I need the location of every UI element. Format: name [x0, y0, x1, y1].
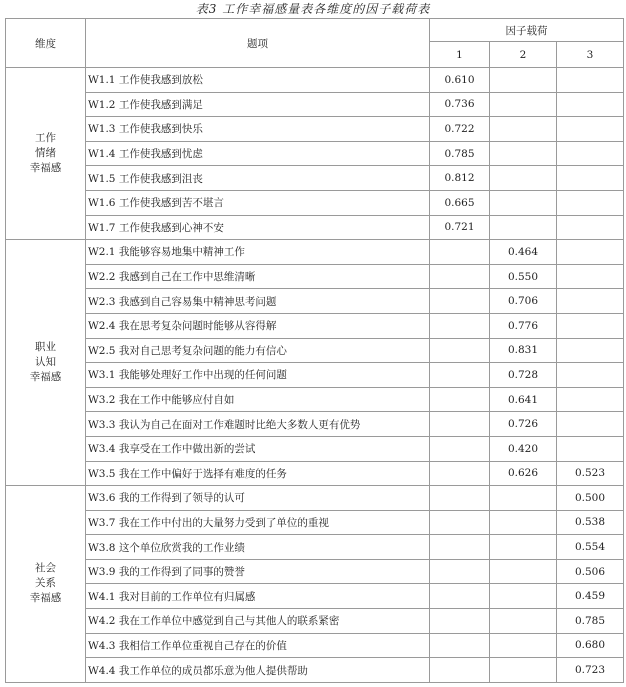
item-text: W2.1 我能够容易地集中精神工作 [86, 240, 430, 265]
item-text: W2.5 我对自己思考复杂问题的能力有信心 [86, 338, 430, 363]
loading-value-factor-3 [557, 92, 624, 117]
loading-value-factor-2 [490, 117, 557, 142]
loading-value-factor-2 [490, 658, 557, 683]
item-text: W3.5 我在工作中偏好于选择有难度的任务 [86, 461, 430, 486]
loading-value-factor-3 [557, 190, 624, 215]
loading-value-factor-2 [490, 559, 557, 584]
header-factor-1: 1 [430, 42, 490, 68]
factor-loading-table [5, 18, 624, 683]
loading-value-factor-1: 0.610 [430, 68, 490, 93]
loading-value-factor-1 [430, 338, 490, 363]
table-row [6, 68, 624, 93]
dimension-label [6, 486, 86, 683]
loading-value-factor-2 [490, 609, 557, 634]
table-caption: 表3 工作幸福感量表各维度的因子载荷表 [195, 2, 431, 16]
loading-value-factor-2 [490, 141, 557, 166]
loading-value-factor-2: 0.831 [490, 338, 557, 363]
loading-value-factor-2: 0.420 [490, 436, 557, 461]
loading-value-factor-2 [490, 190, 557, 215]
table-row [6, 190, 624, 215]
loading-value-factor-3: 0.680 [557, 633, 624, 658]
loading-value-factor-2 [490, 215, 557, 240]
table-row [6, 363, 624, 388]
loading-value-factor-1 [430, 559, 490, 584]
loading-value-factor-3 [557, 264, 624, 289]
loading-value-factor-3 [557, 436, 624, 461]
table-row [6, 240, 624, 265]
item-text: W3.4 我享受在工作中做出新的尝试 [86, 436, 430, 461]
loading-value-factor-2: 0.550 [490, 264, 557, 289]
loading-value-factor-1 [430, 633, 490, 658]
item-text: W4.1 我对目前的工作单位有归属感 [86, 584, 430, 609]
table-row [6, 609, 624, 634]
item-text: W1.7 工作使我感到心神不安 [86, 215, 430, 240]
dimension-label-line: 情绪 [35, 147, 56, 160]
loading-value-factor-3: 0.459 [557, 584, 624, 609]
loading-value-factor-1 [430, 461, 490, 486]
dimension-label-line: 认知 [35, 356, 56, 369]
loading-value-factor-3 [557, 141, 624, 166]
table-row [6, 92, 624, 117]
table-row [6, 264, 624, 289]
table-row [6, 412, 624, 437]
table-row [6, 559, 624, 584]
item-text: W1.6 工作使我感到苦不堪言 [86, 190, 430, 215]
loading-value-factor-3 [557, 338, 624, 363]
loading-value-factor-3 [557, 240, 624, 265]
table-row [6, 633, 624, 658]
loading-value-factor-2: 0.626 [490, 461, 557, 486]
dimension-label-line: 幸福感 [29, 592, 62, 605]
loading-value-factor-1 [430, 436, 490, 461]
item-text: W2.2 我感到自己在工作中思维清晰 [86, 264, 430, 289]
table-row [6, 166, 624, 191]
loading-value-factor-2 [490, 584, 557, 609]
item-text: W1.3 工作使我感到快乐 [86, 117, 430, 142]
loading-value-factor-3: 0.500 [557, 486, 624, 511]
loading-value-factor-2 [490, 486, 557, 511]
table-row [6, 117, 624, 142]
item-text: W4.4 我工作单位的成员都乐意为他人提供帮助 [86, 658, 430, 683]
loading-value-factor-1 [430, 510, 490, 535]
item-text: W4.2 我在工作单位中感觉到自己与其他人的联系紧密 [86, 609, 430, 634]
loading-value-factor-3 [557, 215, 624, 240]
table-row [6, 461, 624, 486]
table-row [6, 436, 624, 461]
item-text: W3.7 我在工作中付出的大量努力受到了单位的重视 [86, 510, 430, 535]
table-row [6, 215, 624, 240]
table-row [6, 289, 624, 314]
loading-value-factor-2: 0.641 [490, 387, 557, 412]
loading-value-factor-1: 0.812 [430, 166, 490, 191]
dimension-label-line: 社会 [35, 562, 56, 575]
dimension-label [6, 240, 86, 486]
loading-value-factor-1 [430, 240, 490, 265]
loading-value-factor-3: 0.785 [557, 609, 624, 634]
loading-value-factor-1 [430, 535, 490, 560]
loading-value-factor-1: 0.721 [430, 215, 490, 240]
table-row [6, 584, 624, 609]
loading-value-factor-1 [430, 486, 490, 511]
item-text: W3.8 这个单位欣赏我的工作业绩 [86, 535, 430, 560]
loading-value-factor-2: 0.706 [490, 289, 557, 314]
table-row [6, 510, 624, 535]
header-factor-loading: 因子载荷 [430, 19, 624, 42]
loading-value-factor-3 [557, 289, 624, 314]
item-text: W3.1 我能够处理好工作中出现的任何问题 [86, 363, 430, 388]
loading-value-factor-1: 0.665 [430, 190, 490, 215]
item-text: W3.9 我的工作得到了同事的赞誉 [86, 559, 430, 584]
dimension-label [6, 68, 86, 240]
item-text: W3.3 我认为自己在面对工作难题时比绝大多数人更有优势 [86, 412, 430, 437]
item-text: W1.4 工作使我感到忧虑 [86, 141, 430, 166]
item-text: W2.4 我在思考复杂问题时能够从容得解 [86, 313, 430, 338]
loading-value-factor-2: 0.728 [490, 363, 557, 388]
item-text: W2.3 我感到自己容易集中精神思考问题 [86, 289, 430, 314]
header-dimension: 维度 [6, 19, 86, 68]
dimension-label-line: 幸福感 [29, 371, 62, 384]
dimension-label-line: 幸福感 [29, 162, 62, 175]
loading-value-factor-3 [557, 313, 624, 338]
loading-value-factor-3: 0.554 [557, 535, 624, 560]
loading-value-factor-3 [557, 412, 624, 437]
loading-value-factor-3 [557, 117, 624, 142]
loading-value-factor-2 [490, 68, 557, 93]
header-factor-3: 3 [557, 42, 624, 68]
dimension-label-line: 职业 [35, 341, 56, 354]
loading-value-factor-1 [430, 584, 490, 609]
loading-value-factor-1 [430, 313, 490, 338]
loading-value-factor-1: 0.722 [430, 117, 490, 142]
loading-value-factor-2 [490, 166, 557, 191]
header-item: 题项 [86, 19, 430, 68]
loading-value-factor-3: 0.523 [557, 461, 624, 486]
loading-value-factor-2 [490, 92, 557, 117]
loading-value-factor-2: 0.726 [490, 412, 557, 437]
table-row [6, 141, 624, 166]
loading-value-factor-1 [430, 289, 490, 314]
item-text: W1.1 工作使我感到放松 [86, 68, 430, 93]
loading-value-factor-3 [557, 387, 624, 412]
loading-value-factor-1 [430, 658, 490, 683]
item-text: W1.5 工作使我感到沮丧 [86, 166, 430, 191]
loading-value-factor-3 [557, 363, 624, 388]
loading-value-factor-1: 0.736 [430, 92, 490, 117]
loading-value-factor-3: 0.538 [557, 510, 624, 535]
loading-value-factor-1 [430, 609, 490, 634]
dimension-label-line: 关系 [35, 577, 56, 590]
loading-value-factor-1: 0.785 [430, 141, 490, 166]
table-row [6, 387, 624, 412]
loading-value-factor-2 [490, 535, 557, 560]
loading-value-factor-3 [557, 166, 624, 191]
item-text: W3.6 我的工作得到了领导的认可 [86, 486, 430, 511]
table-row [6, 535, 624, 560]
loading-value-factor-1 [430, 363, 490, 388]
table-row [6, 658, 624, 683]
table-body [6, 68, 624, 683]
header-factor-2: 2 [490, 42, 557, 68]
item-text: W4.3 我相信工作单位重视自己存在的价值 [86, 633, 430, 658]
item-text: W3.2 我在工作中能够应付自如 [86, 387, 430, 412]
item-text: W1.2 工作使我感到满足 [86, 92, 430, 117]
loading-value-factor-2: 0.776 [490, 313, 557, 338]
loading-value-factor-2 [490, 510, 557, 535]
loading-value-factor-3: 0.506 [557, 559, 624, 584]
table-row [6, 313, 624, 338]
loading-value-factor-1 [430, 412, 490, 437]
loading-value-factor-2 [490, 633, 557, 658]
dimension-label-line: 工作 [35, 132, 56, 145]
loading-value-factor-3: 0.723 [557, 658, 624, 683]
loading-value-factor-2: 0.464 [490, 240, 557, 265]
loading-value-factor-1 [430, 264, 490, 289]
table-row [6, 486, 624, 511]
loading-value-factor-1 [430, 387, 490, 412]
loading-value-factor-3 [557, 68, 624, 93]
table-row [6, 338, 624, 363]
